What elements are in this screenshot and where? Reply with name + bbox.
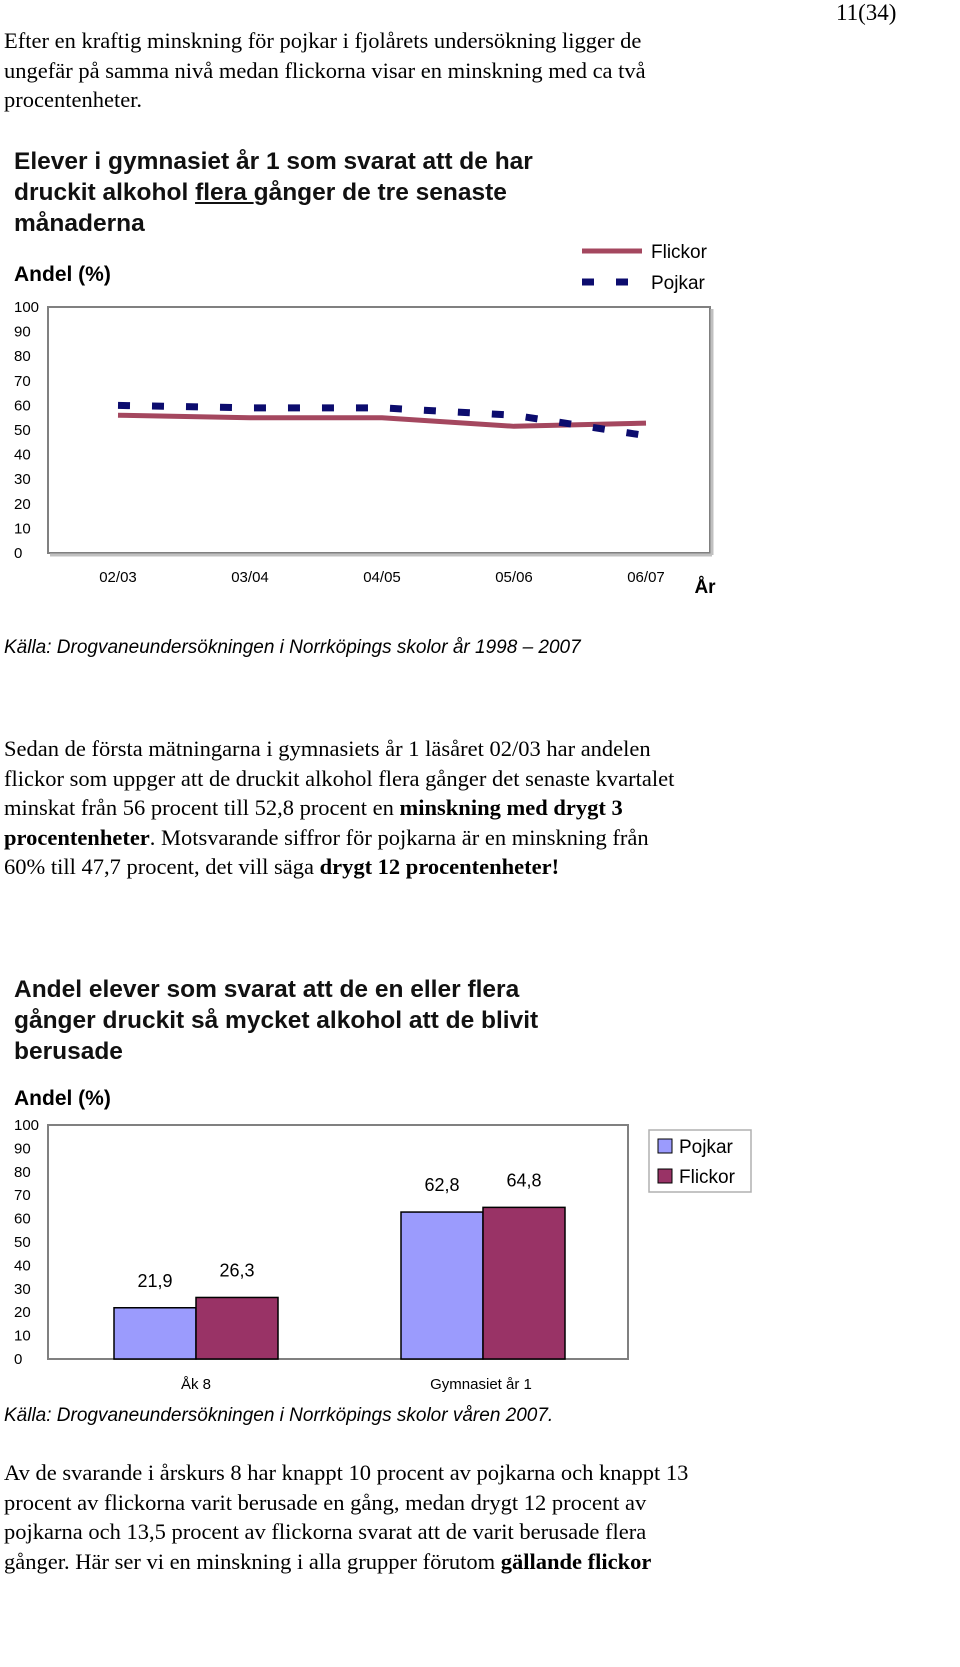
chart2-ylabel: Andel (%) (14, 1087, 111, 1110)
chart2-x-tick-label: Åk 8 (180, 1376, 212, 1393)
chart1-y-tick-label: 0 (14, 545, 23, 562)
body-paragraph (4, 734, 944, 882)
chart2-title-line: Andel elever som svarat att de en eller flera (14, 976, 520, 1003)
chart2-y-tick-label: 0 (14, 1351, 23, 1368)
body-line (4, 852, 944, 882)
chart2-plot (0, 1100, 960, 1420)
chart1-y-tick-label: 10 (14, 520, 31, 538)
chart1-source: Källa: Drogvaneundersökningen i Norrköpings skolor år 1998 – 2007 (4, 637, 581, 658)
footer-line: procent av flickorna varit berusade en gång, medan drygt 12 procent av (4, 1489, 647, 1515)
chart2-y-tick-label: 40 (14, 1257, 31, 1275)
chart1-frame (48, 307, 710, 553)
chart1-legend-label: Pojkar (651, 273, 705, 294)
chart1-y-tick-label: 30 (14, 471, 31, 489)
chart2-bar-flickor (196, 1297, 278, 1359)
chart1-y-tick-label: 90 (14, 323, 31, 341)
chart2-y-tick-label: 10 (14, 1327, 31, 1345)
chart2-data-label: 21,9 (137, 1270, 173, 1291)
chart1-y-tick-label: 80 (14, 348, 31, 366)
body-text: minskat från 56 procent till 52,8 procent en (4, 795, 400, 820)
body-text: 60% till 47,7 procent, det vill säga (4, 854, 320, 879)
chart2-legend-label: Pojkar (679, 1137, 733, 1158)
body-text: . Motsvarande siffror för pojkarna är en minskning från (149, 824, 649, 850)
body-bold-text: procentenheter (4, 824, 150, 850)
chart2-y-tick-label: 80 (14, 1163, 31, 1181)
chart2-y-tick-label: 60 (14, 1210, 31, 1228)
chart1-x-tick-label: 02/03 (99, 569, 137, 586)
chart1-legend-label: Flickor (651, 242, 707, 263)
chart1-x-tick-label: 04/05 (363, 569, 401, 586)
chart2-data-label: 64,8 (506, 1170, 542, 1191)
chart1-y-tick-label: 40 (14, 446, 31, 464)
body-line: Sedan de första mätningarna i gymnasiets år 1 läsåret 02/03 har andelen (4, 736, 651, 761)
intro-line: Efter en kraftig minskning för pojkar i fjolårets undersökning ligger de (4, 28, 642, 53)
chart2-y-tick-label: 50 (14, 1234, 31, 1251)
body-bold-text: minskning med drygt 3 (399, 795, 623, 820)
chart1-y-tick-label: 60 (14, 397, 31, 415)
chart1-x-tick-label: 06/07 (627, 569, 665, 586)
chart1-x-axis-label: År (694, 577, 716, 598)
footer-text: gånger. Här ser vi en minskning i alla grupper förutom (4, 1548, 501, 1574)
intro-line: ungefär på samma nivå medan flickorna visar en minskning med ca två (4, 57, 646, 83)
body-line: flickor som uppger att de druckit alkohol flera gånger det senaste kvartalet (4, 765, 675, 791)
chart2-legend-swatch-pojkar (658, 1139, 672, 1153)
chart2-y-tick-label: 30 (14, 1280, 31, 1298)
body-line (4, 793, 944, 823)
chart1-plot (0, 0, 960, 640)
chart2-source: Källa: Drogvaneundersökningen i Norrköpings skolor våren 2007. (4, 1405, 554, 1426)
chart2-title-line: gånger druckit så mycket alkohol att de blivit (14, 1007, 539, 1034)
chart1-x-tick-label: 05/06 (495, 569, 533, 586)
chart1-y-tick-label: 70 (14, 372, 31, 390)
chart1-y-tick-label: 100 (14, 299, 40, 316)
chart2-data-label: 62,8 (424, 1175, 460, 1196)
chart2-y-tick-label: 70 (14, 1187, 31, 1205)
chart1-title-line: Elever i gymnasiet år 1 som svarat att de har (14, 148, 533, 175)
chart2-title-line: berusade (14, 1038, 123, 1065)
chart1-title-underlined: flera (195, 179, 254, 206)
chart2-legend-label: Flickor (679, 1167, 735, 1188)
chart1-x-tick-label: 03/04 (231, 569, 269, 586)
chart1-title-text: druckit alkohol (14, 179, 196, 206)
chart2-bar-pojkar (114, 1308, 196, 1359)
footer-line (4, 1547, 954, 1577)
chart2-data-label: 26,3 (219, 1260, 255, 1281)
chart2-title (14, 974, 634, 1067)
chart1-y-tick-label: 50 (14, 422, 31, 439)
footer-bold-text: gällande flickor (500, 1548, 652, 1574)
chart1-title-text: gånger de tre senaste (253, 179, 507, 206)
footer-paragraph (4, 1458, 954, 1576)
page-number: 11(34) (836, 0, 897, 25)
chart2-y-tick-label: 90 (14, 1140, 31, 1158)
footer-line: pojkarna och 13,5 procent av flickorna svarat att de varit berusade flera (4, 1519, 647, 1544)
footer-line: Av de svarande i årskurs 8 har knappt 10 procent av pojkarna och knappt 13 (4, 1460, 689, 1485)
chart2-bar-flickor (483, 1207, 565, 1359)
chart2-y-tick-label: 20 (14, 1304, 31, 1322)
chart1-y-tick-label: 20 (14, 495, 31, 513)
chart2-y-tick-label: 100 (14, 1117, 40, 1134)
intro-line: procentenheter. (4, 87, 143, 112)
chart2-bar-pojkar (401, 1212, 483, 1359)
body-line (4, 823, 944, 853)
chart2-legend-swatch-flickor (658, 1169, 672, 1183)
chart1-title-line: månaderna (14, 210, 145, 237)
chart2-x-tick-label: Gymnasiet år 1 (430, 1376, 532, 1393)
chart1-ylabel: Andel (%) (14, 263, 111, 286)
body-bold-text: drygt 12 procentenheter! (319, 854, 560, 879)
